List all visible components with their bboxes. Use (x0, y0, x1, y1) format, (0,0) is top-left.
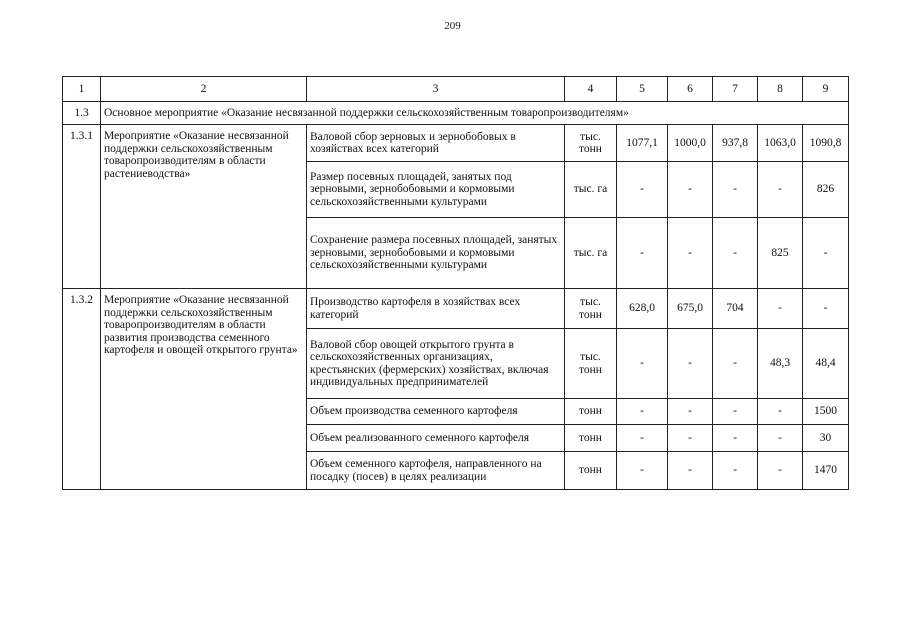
page-number: 209 (444, 20, 461, 32)
indicator-value: - (668, 162, 713, 218)
indicator-value: - (668, 425, 713, 452)
indicator-value: 1077,1 (617, 125, 668, 162)
column-header: 9 (803, 77, 849, 102)
indicator-value: - (758, 162, 803, 218)
indicator-value: 1500 (803, 399, 849, 425)
indicator-value: - (617, 218, 668, 289)
section-row (63, 102, 849, 125)
indicator-value: - (713, 452, 758, 490)
indicator-value: - (758, 289, 803, 329)
indicator-value: - (713, 162, 758, 218)
column-header: 4 (565, 77, 617, 102)
indicator-value: 1063,0 (758, 125, 803, 162)
indicator-value: - (617, 329, 668, 399)
column-header: 8 (758, 77, 803, 102)
indicator-value: 48,3 (758, 329, 803, 399)
indicator-value: 826 (803, 162, 849, 218)
indicator-value: 1470 (803, 452, 849, 490)
indicator-name: Объем реализованного семенного картофеля (307, 425, 565, 452)
indicator-name: Валовой сбор овощей открытого грунта в сельскохозяйственных организациях, крестьянских (фермерских) хозяйствах, включая индивидуальных предпринимателей (307, 329, 565, 399)
indicator-value: - (713, 218, 758, 289)
measure-name: Мероприятие «Оказание несвязанной поддержки сельскохозяйственным товаропроизводителям в области развития производства семенного картофеля и овощей открытого грунта» (101, 289, 307, 490)
indicator-value: 1000,0 (668, 125, 713, 162)
indicator-unit: тонн (565, 452, 617, 490)
indicator-value: 30 (803, 425, 849, 452)
indicator-value: 704 (713, 289, 758, 329)
table-row (63, 125, 849, 162)
indicator-unit: тыс. га (565, 218, 617, 289)
indicator-value: - (617, 452, 668, 490)
indicator-unit: тонн (565, 399, 617, 425)
indicator-value: - (758, 452, 803, 490)
indicator-unit: тонн (565, 425, 617, 452)
indicator-value: - (668, 329, 713, 399)
indicator-value: 825 (758, 218, 803, 289)
column-header: 7 (713, 77, 758, 102)
measure-number: 1.3.1 (63, 125, 101, 289)
indicator-name: Объем семенного картофеля, направленного на посадку (посев) в целях реализации (307, 452, 565, 490)
indicator-value: - (617, 425, 668, 452)
indicator-unit: тыс. тонн (565, 289, 617, 329)
column-header: 3 (307, 77, 565, 102)
indicator-value: - (668, 218, 713, 289)
table-row (63, 289, 849, 329)
column-header: 1 (63, 77, 101, 102)
section-title: Основное мероприятие «Оказание несвязанной поддержки сельскохозяйственным товаропроизводителям» (101, 102, 849, 125)
program-table (62, 76, 849, 490)
indicator-name: Валовой сбор зерновых и зернобобовых в хозяйствах всех категорий (307, 125, 565, 162)
measure-number: 1.3.2 (63, 289, 101, 490)
indicator-value: 675,0 (668, 289, 713, 329)
indicator-name: Размер посевных площадей, занятых под зерновыми, зернобобовыми и кормовыми сельскохозяйственными культурами (307, 162, 565, 218)
indicator-value: - (713, 399, 758, 425)
indicator-value: - (758, 399, 803, 425)
indicator-value: - (668, 399, 713, 425)
indicator-value: - (758, 425, 803, 452)
indicator-value: 1090,8 (803, 125, 849, 162)
indicator-unit: тыс. тонн (565, 125, 617, 162)
indicator-name: Производство картофеля в хозяйствах всех категорий (307, 289, 565, 329)
column-header: 6 (668, 77, 713, 102)
indicator-value: 937,8 (713, 125, 758, 162)
indicator-unit: тыс. тонн (565, 329, 617, 399)
section-number: 1.3 (63, 102, 101, 125)
indicator-value: - (713, 329, 758, 399)
indicator-value: 48,4 (803, 329, 849, 399)
indicator-name: Объем производства семенного картофеля (307, 399, 565, 425)
indicator-value: - (803, 218, 849, 289)
column-header: 5 (617, 77, 668, 102)
column-header: 2 (101, 77, 307, 102)
indicator-name: Сохранение размера посевных площадей, занятых зерновыми, зернобобовыми и кормовыми сельскохозяйственными культурами (307, 218, 565, 289)
indicator-value: - (617, 399, 668, 425)
indicator-value: - (713, 425, 758, 452)
header-row (63, 77, 849, 102)
indicator-value: - (803, 289, 849, 329)
indicator-value: - (668, 452, 713, 490)
indicator-value: 628,0 (617, 289, 668, 329)
indicator-value: - (617, 162, 668, 218)
measure-name: Мероприятие «Оказание несвязанной поддержки сельскохозяйственным товаропроизводителям в области растениеводства» (101, 125, 307, 289)
indicator-unit: тыс. га (565, 162, 617, 218)
